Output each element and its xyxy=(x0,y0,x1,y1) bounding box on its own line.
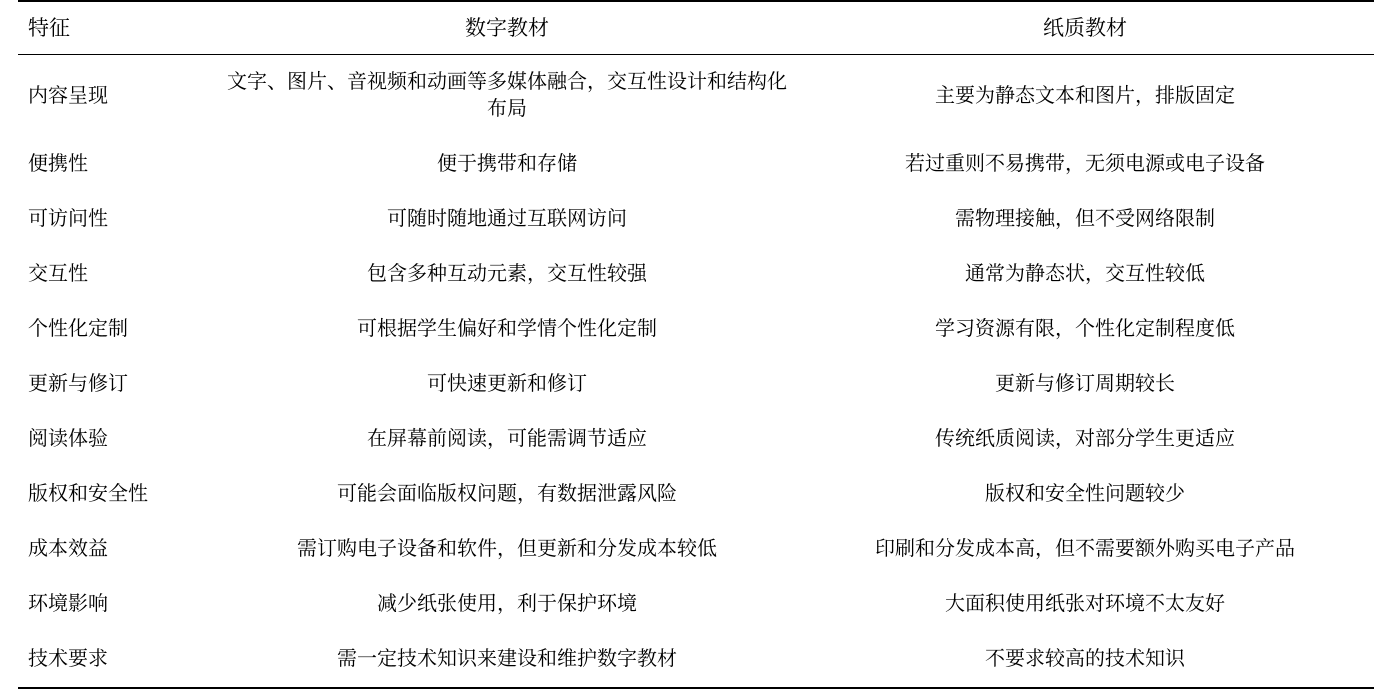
table-row xyxy=(18,357,1374,412)
table-row xyxy=(18,522,1374,577)
table-row xyxy=(18,137,1374,192)
cell-digital: 可随时随地通过互联网访问 xyxy=(387,208,627,230)
cell-feature: 成本效益 xyxy=(28,538,108,560)
cell-digital: 文字、图片、音视频和动画等多媒体融合，交互性设计和结构化布局 xyxy=(227,71,787,120)
cell-feature: 内容呈现 xyxy=(28,84,108,107)
cell-digital: 减少纸张使用，利于保护环境 xyxy=(377,593,637,615)
cell-paper: 主要为静态文本和图片，排版固定 xyxy=(935,84,1235,107)
column-header-paper: 纸质教材 xyxy=(796,1,1374,55)
cell-paper: 传统纸质阅读，对部分学生更适应 xyxy=(935,428,1235,450)
table-row xyxy=(18,55,1374,138)
cell-digital: 需订购电子设备和软件，但更新和分发成本较低 xyxy=(297,538,717,560)
table-row xyxy=(18,247,1374,302)
cell-paper: 通常为静态状，交互性较低 xyxy=(965,263,1205,285)
table-body xyxy=(18,55,1374,689)
table-row xyxy=(18,467,1374,522)
table-row xyxy=(18,192,1374,247)
cell-paper: 大面积使用纸张对环境不太友好 xyxy=(945,593,1225,615)
table-row xyxy=(18,632,1374,688)
comparison-table xyxy=(18,0,1374,689)
cell-feature: 阅读体验 xyxy=(28,428,108,450)
table-header xyxy=(18,1,1374,55)
cell-digital: 包含多种互动元素，交互性较强 xyxy=(367,263,647,285)
column-header-digital: 数字教材 xyxy=(218,1,796,55)
cell-digital: 需一定技术知识来建设和维护数字教材 xyxy=(218,632,796,688)
header-row xyxy=(18,1,1374,55)
cell-paper: 不要求较高的技术知识 xyxy=(796,632,1374,688)
table-row xyxy=(18,412,1374,467)
cell-feature: 更新与修订 xyxy=(28,373,128,395)
cell-digital: 在屏幕前阅读，可能需调节适应 xyxy=(367,428,647,450)
cell-paper: 若过重则不易携带，无须电源或电子设备 xyxy=(905,153,1265,175)
cell-paper: 印刷和分发成本高，但不需要额外购买电子产品 xyxy=(875,538,1295,560)
cell-digital: 可快速更新和修订 xyxy=(427,373,587,395)
table-row xyxy=(18,577,1374,632)
cell-feature: 版权和安全性 xyxy=(28,483,148,505)
cell-feature: 交互性 xyxy=(28,263,88,285)
cell-digital: 可根据学生偏好和学情个性化定制 xyxy=(357,318,657,340)
cell-paper: 更新与修订周期较长 xyxy=(995,373,1175,395)
cell-feature: 环境影响 xyxy=(28,593,108,615)
cell-paper: 需物理接触，但不受网络限制 xyxy=(955,208,1215,230)
cell-paper: 学习资源有限，个性化定制程度低 xyxy=(935,318,1235,340)
cell-feature: 便携性 xyxy=(28,153,88,175)
cell-feature: 技术要求 xyxy=(18,632,218,688)
cell-digital: 便于携带和存储 xyxy=(437,153,577,175)
cell-paper: 版权和安全性问题较少 xyxy=(985,483,1185,505)
column-header-feature: 特征 xyxy=(18,1,218,55)
table-row xyxy=(18,302,1374,357)
cell-feature: 个性化定制 xyxy=(28,318,128,340)
cell-feature: 可访问性 xyxy=(28,208,108,230)
cell-digital: 可能会面临版权问题，有数据泄露风险 xyxy=(337,483,677,505)
